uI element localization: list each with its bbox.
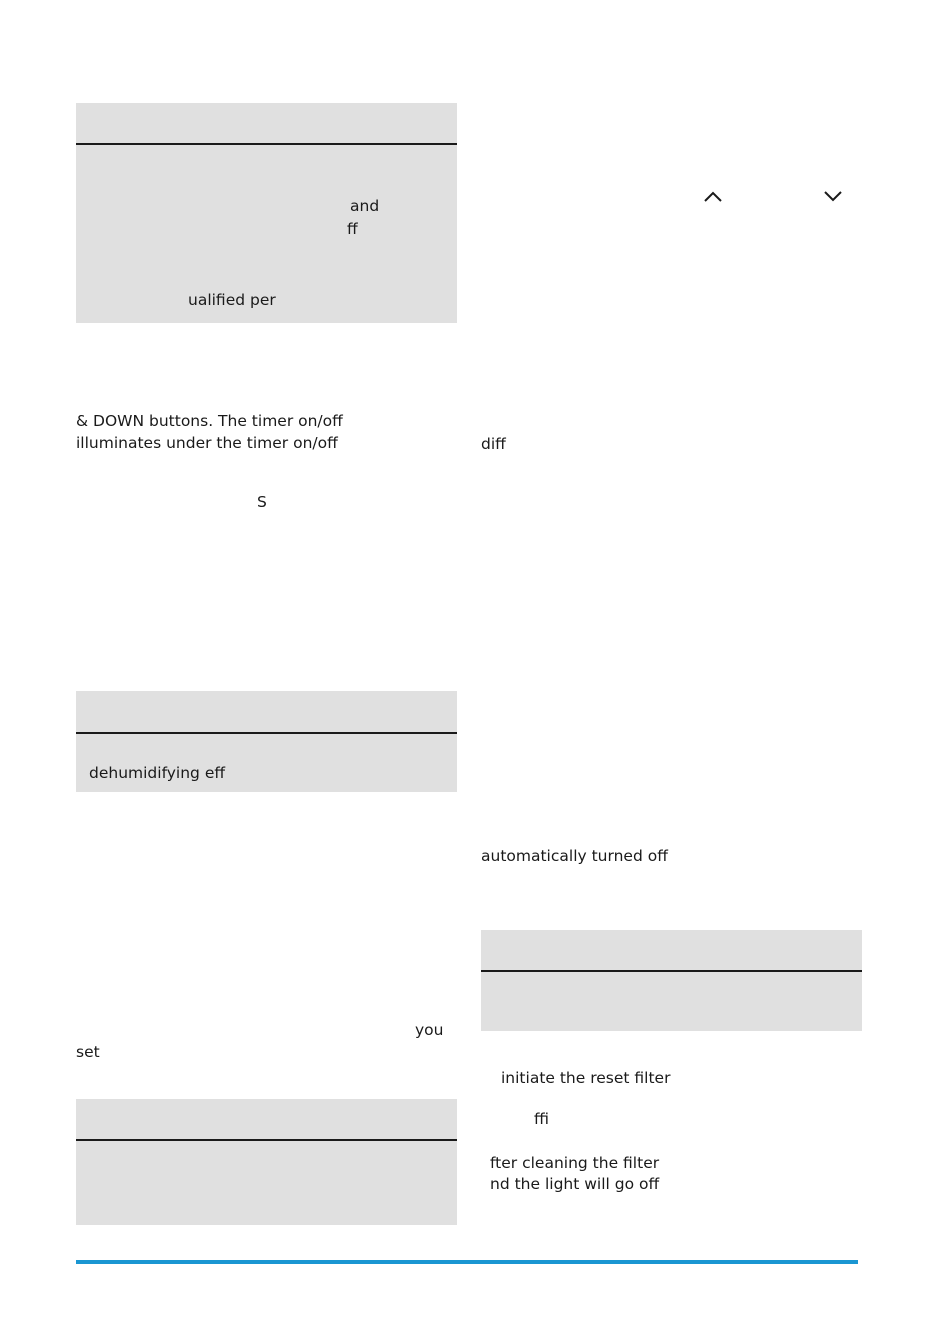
text-fragment-ff: ff [347, 220, 358, 238]
light-off-text: nd the light will go off [490, 1175, 660, 1193]
text-fragment-diff: diff [481, 435, 506, 453]
box-divider [76, 1139, 457, 1141]
box-divider [76, 143, 457, 145]
timer-text-line-2: illuminates under the timer on/off [76, 434, 338, 452]
chevron-down-icon [822, 188, 844, 204]
text-fragment-set: set [76, 1043, 100, 1061]
text-fragment-s: S [257, 493, 267, 511]
left-info-box-3 [76, 1099, 457, 1225]
footer-accent-rule [76, 1260, 858, 1264]
chevron-up-icon [702, 188, 724, 204]
cleaning-filter-text: fter cleaning the filter [490, 1154, 660, 1172]
text-fragment-qualified: ualified per [188, 291, 276, 309]
text-fragment-you: you [415, 1021, 444, 1039]
text-fragment-and: and [350, 197, 380, 215]
right-info-box-1 [481, 930, 862, 1031]
left-info-box-1 [76, 103, 457, 323]
timer-text-line-1: & DOWN buttons. The timer on/off [76, 412, 343, 430]
box-divider [76, 732, 457, 734]
box-divider [481, 970, 862, 972]
dehumidifying-text: dehumidifying eff [89, 764, 226, 782]
auto-off-text: automatically turned off [481, 847, 668, 865]
reset-filter-text: initiate the reset filter [501, 1069, 671, 1087]
text-fragment-ffi: ffi [534, 1110, 549, 1128]
